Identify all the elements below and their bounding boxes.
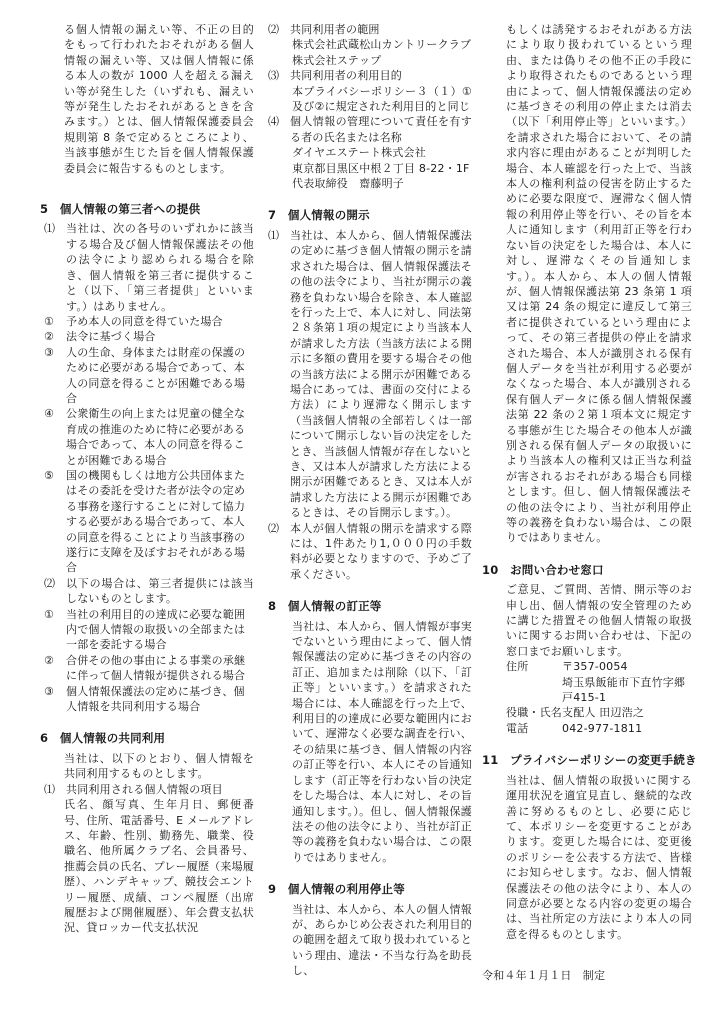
clause-text: 以下の場合は、第三者提供には該当しないものとします。 bbox=[66, 576, 254, 606]
section-5-item bbox=[40, 653, 254, 684]
shared-user-line: 株式会社ステップ bbox=[292, 53, 382, 67]
clause-marker: ⑶ bbox=[268, 69, 280, 83]
clause-marker: ⑷ bbox=[268, 115, 280, 129]
contact-row bbox=[482, 705, 692, 720]
section-5-item bbox=[40, 406, 254, 468]
item-marker: ① bbox=[44, 607, 55, 621]
contact-label: 住所 bbox=[506, 660, 529, 674]
section-8-title: 8 個人情報の訂正等 bbox=[268, 599, 382, 614]
column-left bbox=[40, 22, 254, 936]
item-text: 個人情報保護法の定めに基づき、個人情報を共同利用する場合 bbox=[66, 684, 245, 714]
item-text: 人の生命、身体または財産の保護のために必要がある場合であって、本人の同意を得ることが困難である場合 bbox=[66, 345, 246, 405]
section-8-text: 当社は、本人から、個人情報が事実でないという理由によって、個人情報保護法の定めに基づきその内容の訂正、追加または削除（以下、「訂正等」といいます。）を請求された場合には、本人確認を行った上で、利用目的の達成に必要な範囲内において、遅滞なく必要な調査を行い、その結果に基づき、個人情報の内容の訂正等を行い、本人にその旨通知します（訂正等を行わない旨の決定をした場合は、本人に対し、その旨通知します。）。但し、個人情報保護法その他の法令により、当社が訂正等の義務を負わない場合は、この限りではありません。 bbox=[292, 619, 472, 864]
item-marker: ③ bbox=[44, 345, 55, 359]
column-middle bbox=[268, 22, 472, 979]
section-10-title: 10 お問い合わせ窓口 bbox=[482, 562, 604, 577]
section-6-clause-3 bbox=[268, 68, 472, 83]
shared-purpose-text: 本プライバシーポリシー３（１）①及び②に規定された利用目的と同じ bbox=[292, 84, 472, 114]
section-9-text: 当社は、本人から、本人の個人情報が、あらかじめ公表された利用目的の範囲を超えて取り扱われているという理由、違法・不当な行為を助長し、 bbox=[292, 902, 472, 978]
section-7-clause-2 bbox=[268, 521, 472, 583]
clause-heading: 共同利用される個人情報の項目 bbox=[66, 782, 223, 796]
item-text: 法令に基づく場合 bbox=[66, 330, 156, 344]
contact-label: 役職・氏名 bbox=[506, 706, 562, 720]
section-5-item bbox=[40, 314, 254, 329]
item-text: 当社の利用目的の達成に必要な範囲内で個人情報の取扱いの全部または一部を委託する場合 bbox=[66, 607, 246, 652]
section-6-clause-1 bbox=[40, 782, 254, 797]
section-9-continuation: もしくは誘発するおそれがある方法により取り扱われているという理由、または偽りその他不正の手段により取得されたものであるという理由によって、個人情報保護法の定めに基づきその利用の停止または消去（以下「利用停止等」といいます。）を請求された場合において、その請求内容に理由があることが判明した場合、本人確認を行った上で、当該本人の権利利益の侵害を防止するために必要な限度で、遅滞なく個人情報の利用停止等を行い、その旨を本人に通知します（利用訂正等を行わない旨の決定をした場合は、本人に対し、遅滞なくその旨通知します。）。本人から、本人の個人情報が、個人情報保護法第 23 条第 1 項又は第 24 条の規定に違反して第三者に提供されているという理由によって、その第三者提供の停止を請求された場合、本人が識別される保有個人データを当社が利用する必要がなくなった場合、本人が識別される保有個人データに係る個人情報保護法第 22 条の２第１項本文に規定する事態が生じた場合その他本人が識別される保有個人データの取扱いにより当該本人の権利又は正当な利益が害されるおそれがある場合も同様とします。但し、個人情報保護法その他の法令により、当社が利用停止等の義務を負わない場合は、この限りではありません。 bbox=[506, 23, 692, 545]
item-text: 合併その他の事由による事業の承継に伴って個人情報が提供される場合 bbox=[66, 653, 246, 683]
section-5-item bbox=[40, 607, 254, 653]
clause-marker: ⑴ bbox=[44, 222, 56, 236]
postal-code: 〒357-0054 bbox=[562, 660, 628, 674]
clause-text: 当社は、次の各号のいずれかに該当する場合及び個人情報保護法その他の法令により認められる場合を除き、個人情報を第三者に提供すること（以下、「第三者提供」といいます。）はありません。 bbox=[66, 222, 254, 313]
clause-heading: 共同利用者の範囲 bbox=[290, 23, 380, 36]
section-10-text: ご意見、ご質問、苦情、開示等のお申し出、個人情報の安全管理のために講じた措置その他個人情報の取扱いに関するお問い合わせは、下記の窓口までお願いします。 bbox=[506, 583, 692, 658]
section-5-title: 5 個人情報の第三者への提供 bbox=[40, 202, 201, 217]
clause-marker: ⑴ bbox=[44, 782, 56, 796]
clause-marker: ⑵ bbox=[268, 23, 280, 36]
section-7-clause-1 bbox=[268, 228, 472, 521]
clause-text: 本人が個人情報の開示を請求する際には、1件あたり1,０００円の手数料が必要となりますので、予めご了承ください。 bbox=[290, 521, 472, 581]
intro-continuation: る個人情報の漏えい等、不正の目的をもって行われたおそれがある個人情報の漏えい等、又は個人情報に係る本人の数が 1000 人を超える漏えい等が発生した（いずれも、漏えい等が発生したおそれがあるときを含みます。）とは、個人情報保護委員会規則第 8 条で定めるところにより、当該事態が生じた旨を個人情報保護委員会に報告するものとします。 bbox=[64, 23, 254, 175]
section-5-item bbox=[40, 468, 254, 576]
item-text: 予め本人の同意を得ていた場合 bbox=[66, 314, 223, 328]
contact-person: 支配人 田辺浩之 bbox=[562, 706, 645, 720]
contact-phone: 042-977-1811 bbox=[562, 721, 643, 735]
clause-marker: ⑵ bbox=[44, 576, 56, 590]
section-5-clause-2 bbox=[40, 576, 254, 607]
contact-label bbox=[506, 675, 562, 706]
manager-line: ダイヤエステート株式会社 bbox=[292, 146, 426, 160]
item-text: 国の機関もしくは地方公共団体またはその委託を受けた者が法令の定める事務を遂行することに対して協力する必要がある場合であって、本人の同意を得ることにより当該事務の遂行に支障を及ぼすおそれがある場合 bbox=[66, 468, 246, 575]
section-7-title: 7 個人情報の開示 bbox=[268, 208, 370, 223]
contact-address: 埼玉県飯能市下直竹字郷戸415-1 bbox=[562, 675, 686, 705]
section-6-clause-4 bbox=[268, 114, 472, 145]
shared-user-line: 株式会社武蔵松山カントリークラブ bbox=[292, 38, 472, 52]
section-11-text: 当社は、個人情報の取扱いに関する運用状況を適宜見直し、継続的な改善に努めるものとし、必要に応じて、本ポリシーを変更することがあります。変更した場合には、変更後のポリシーを公表する方法で、皆様にお知らせします。なお、個人情報保護法その他の法令により、本人の同意が必要となる内容の変更の場合は、当社所定の方法により本人の同意を得るものとします。 bbox=[506, 773, 692, 941]
item-marker: ① bbox=[44, 314, 55, 328]
enactment-date: 令和４年１月１日 制定 bbox=[482, 969, 606, 983]
section-6-clause-2 bbox=[268, 22, 472, 37]
manager-line: 代表取締役 齋藤明子 bbox=[292, 177, 404, 191]
contact-row bbox=[482, 721, 692, 736]
section-9-title: 9 個人情報の利用停止等 bbox=[268, 882, 405, 897]
column-right bbox=[482, 22, 697, 984]
contact-label: 電話 bbox=[506, 721, 529, 735]
shared-items-list: 氏名、顔写真、生年月日、郵便番号、住所、電話番号、E メールアドレス、年齢、性別、勤務先、職業、役職名、他所属クラブ名、会員番号、推薦会員の氏名、プレー履歴（来場履歴）、ハンデキャップ、競技会エントリー履歴、成績、コンペ履歴（出席履歴および開催履歴）、年会費支払状況、貸ロッカー代支払状況 bbox=[64, 798, 254, 935]
clause-marker: ⑵ bbox=[268, 521, 280, 535]
section-6-intro: 当社は、以下のとおり、個人情報を共同利用するものとします。 bbox=[64, 751, 254, 781]
section-11-title: 11 プライバシーポリシーの変更手続き bbox=[482, 753, 697, 768]
manager-line: 東京都目黒区中根２丁目 8-22・1F bbox=[292, 161, 470, 175]
contact-row bbox=[482, 675, 692, 706]
clause-heading: 共同利用者の利用目的 bbox=[290, 69, 402, 83]
clause-heading: 個人情報の管理について責任を有する者の氏名または名称 bbox=[290, 115, 472, 144]
section-6-title: 6 個人情報の共同利用 bbox=[40, 731, 166, 746]
item-marker: ③ bbox=[44, 684, 55, 698]
item-marker: ⑤ bbox=[44, 468, 55, 482]
item-marker: ④ bbox=[44, 407, 55, 421]
section-5-item bbox=[40, 684, 254, 715]
item-text: 公衆衛生の向上または児童の健全な育成の推進のために特に必要がある場合であって、本人の同意を得ることが困難である場合 bbox=[66, 407, 246, 467]
section-5-item bbox=[40, 345, 254, 407]
clause-marker: ⑴ bbox=[268, 228, 280, 242]
item-marker: ② bbox=[44, 330, 55, 344]
item-marker: ② bbox=[44, 653, 55, 667]
clause-text: 当社は、本人から、個人情報保護法の定めに基づき個人情報の開示を請求された場合は、個人情報保護法その他の法令により、当社が開示の義務を負わない場合を除き、本人確認を行った上で、本人に対し、同法第２８条第１項の規定により当該本人が請求した方法（当該方法による開示に多額の費用を要する場合その他の当該方法による開示が困難である場合にあっては、書面の交付による方法）により遅滞なく開示します（当該個人情報の全部若しくは一部について開示しない旨の決定をしたとき、当該個人情報が存在しないとき、又は本人が請求した方法による開示が困難であるとき、又は本人が請求した方法による開示が困難であるときは、その旨開示します。）。 bbox=[290, 228, 472, 520]
section-5-clause-1 bbox=[40, 221, 254, 313]
contact-row bbox=[482, 659, 692, 674]
section-5-item bbox=[40, 329, 254, 344]
